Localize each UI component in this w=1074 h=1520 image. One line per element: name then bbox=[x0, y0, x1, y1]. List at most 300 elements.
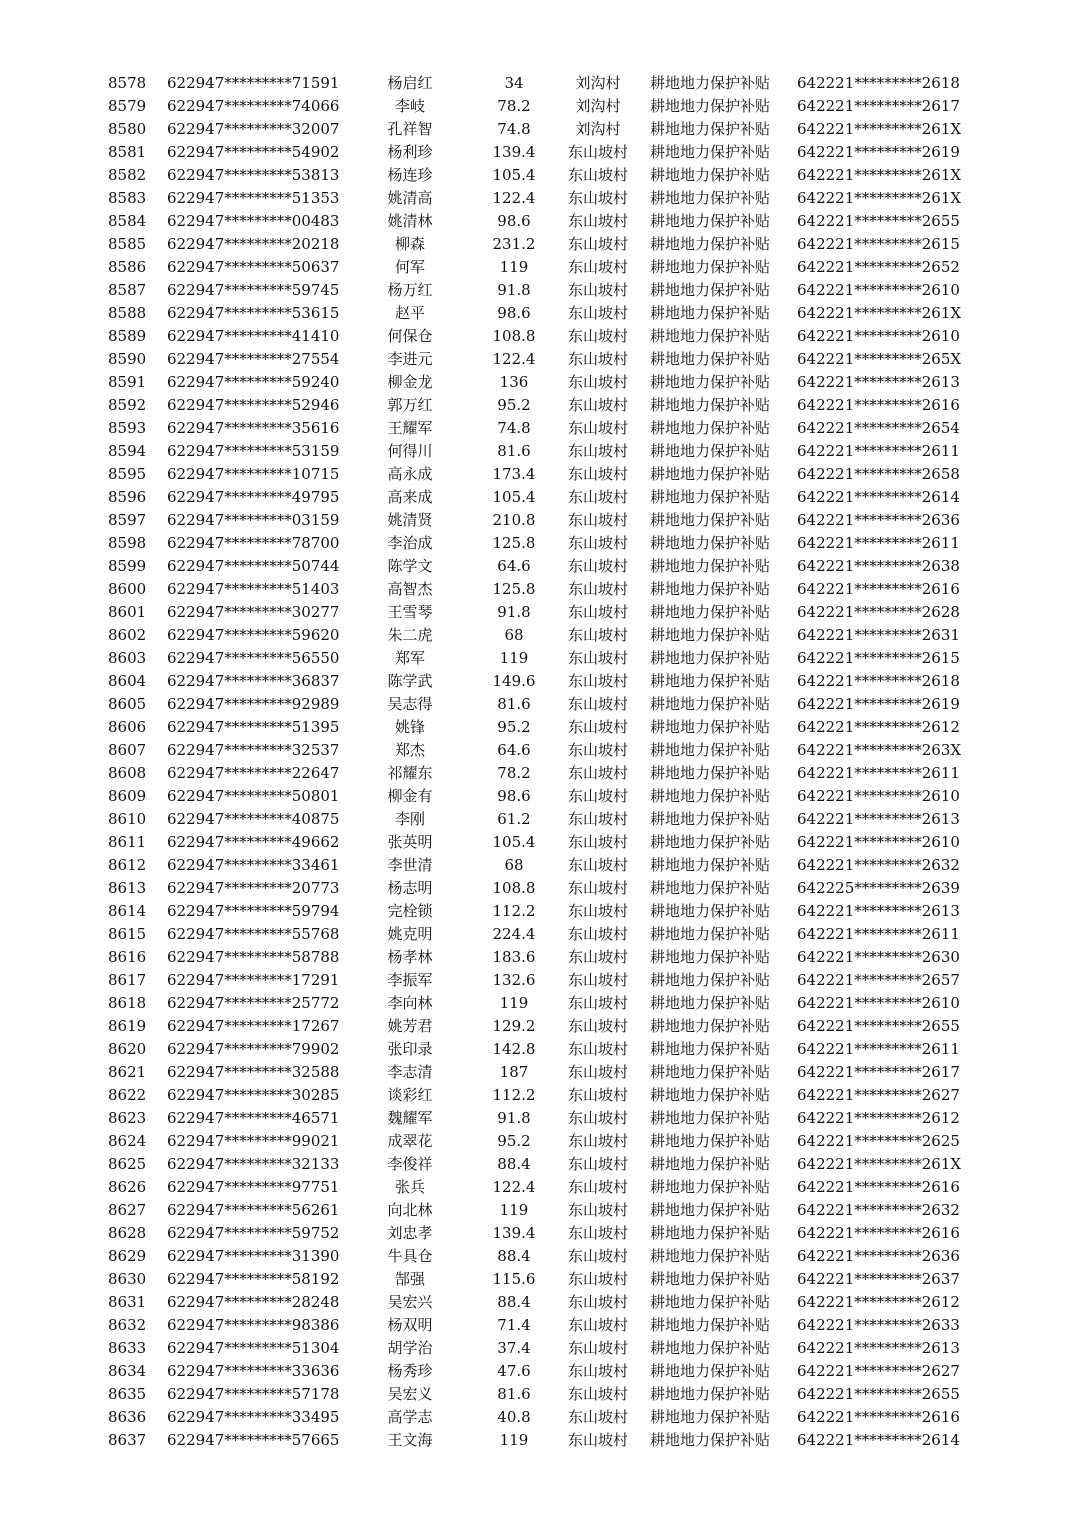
row-number: 8620 bbox=[108, 1040, 147, 1058]
subsidy-type: 耕地地力保护补贴 bbox=[649, 626, 770, 644]
subsidy-amount: 132.6 bbox=[492, 971, 536, 989]
row-number: 8600 bbox=[108, 580, 147, 598]
person-name: 李志清 bbox=[387, 1063, 433, 1081]
person-name: 牛具仓 bbox=[387, 1247, 433, 1265]
subsidy-type: 耕地地力保护补贴 bbox=[649, 373, 770, 391]
id-number: 642221*********2612 bbox=[797, 1109, 960, 1127]
row-number: 8621 bbox=[108, 1063, 147, 1081]
village-name: 东山坡村 bbox=[567, 695, 628, 713]
card-number: 622947*********28248 bbox=[167, 1293, 340, 1311]
village-name: 东山坡村 bbox=[567, 534, 628, 552]
table-row bbox=[0, 256, 1074, 279]
row-number: 8593 bbox=[108, 419, 147, 437]
id-number: 642221*********2613 bbox=[797, 1339, 960, 1357]
person-name: 柳金龙 bbox=[387, 373, 433, 391]
card-number: 622947*********32588 bbox=[167, 1063, 340, 1081]
table-row bbox=[0, 1406, 1074, 1429]
table-row bbox=[0, 762, 1074, 785]
card-number: 622947*********55768 bbox=[167, 925, 340, 943]
person-name: 赵平 bbox=[394, 304, 425, 322]
subsidy-amount: 91.8 bbox=[497, 1109, 531, 1127]
village-name: 东山坡村 bbox=[567, 971, 628, 989]
card-number: 622947*********30277 bbox=[167, 603, 340, 621]
id-number: 642221*********2628 bbox=[797, 603, 960, 621]
id-number: 642221*********2618 bbox=[797, 74, 960, 92]
card-number: 622947*********49795 bbox=[167, 488, 340, 506]
subsidy-type: 耕地地力保护补贴 bbox=[649, 1086, 770, 1104]
id-number: 642221*********2612 bbox=[797, 1293, 960, 1311]
subsidy-amount: 78.2 bbox=[497, 97, 531, 115]
subsidy-amount: 105.4 bbox=[492, 833, 536, 851]
subsidy-type: 耕地地力保护补贴 bbox=[649, 97, 770, 115]
row-number: 8616 bbox=[108, 948, 147, 966]
person-name: 张英明 bbox=[387, 833, 433, 851]
subsidy-type: 耕地地力保护补贴 bbox=[649, 902, 770, 920]
row-number: 8612 bbox=[108, 856, 147, 874]
subsidy-type: 耕地地力保护补贴 bbox=[649, 166, 770, 184]
village-name: 东山坡村 bbox=[567, 741, 628, 759]
person-name: 高永成 bbox=[387, 465, 433, 483]
table-row bbox=[0, 647, 1074, 670]
id-number: 642221*********261X bbox=[797, 1155, 962, 1173]
card-number: 622947*********78700 bbox=[167, 534, 340, 552]
card-number: 622947*********33461 bbox=[167, 856, 340, 874]
person-name: 郑杰 bbox=[394, 741, 425, 759]
id-number: 642221*********2615 bbox=[797, 235, 960, 253]
id-number: 642221*********2619 bbox=[797, 143, 960, 161]
village-name: 东山坡村 bbox=[567, 1132, 628, 1150]
row-number: 8607 bbox=[108, 741, 147, 759]
person-name: 胡学治 bbox=[387, 1339, 433, 1357]
row-number: 8629 bbox=[108, 1247, 147, 1265]
id-number: 642221*********2658 bbox=[797, 465, 960, 483]
card-number: 622947*********53159 bbox=[167, 442, 340, 460]
village-name: 东山坡村 bbox=[567, 1431, 628, 1449]
subsidy-type: 耕地地力保护补贴 bbox=[649, 1201, 770, 1219]
table-row bbox=[0, 969, 1074, 992]
person-name: 李世清 bbox=[387, 856, 433, 874]
person-name: 李刚 bbox=[394, 810, 425, 828]
subsidy-amount: 88.4 bbox=[497, 1247, 531, 1265]
id-number: 642221*********2636 bbox=[797, 511, 960, 529]
subsidy-amount: 91.8 bbox=[497, 281, 531, 299]
row-number: 8611 bbox=[108, 833, 147, 851]
id-number: 642221*********2637 bbox=[797, 1270, 960, 1288]
subsidy-type: 耕地地力保护补贴 bbox=[649, 304, 770, 322]
table-row bbox=[0, 532, 1074, 555]
subsidy-amount: 108.8 bbox=[492, 879, 536, 897]
subsidy-amount: 68 bbox=[504, 856, 524, 874]
subsidy-table bbox=[0, 72, 1074, 1452]
table-row bbox=[0, 440, 1074, 463]
person-name: 吴宏兴 bbox=[387, 1293, 433, 1311]
subsidy-type: 耕地地力保护补贴 bbox=[649, 258, 770, 276]
row-number: 8617 bbox=[108, 971, 147, 989]
person-name: 高学志 bbox=[387, 1408, 433, 1426]
person-name: 杨双明 bbox=[387, 1316, 433, 1334]
village-name: 东山坡村 bbox=[567, 258, 628, 276]
row-number: 8613 bbox=[108, 879, 147, 897]
card-number: 622947*********50637 bbox=[167, 258, 340, 276]
subsidy-amount: 125.8 bbox=[492, 580, 536, 598]
subsidy-type: 耕地地力保护补贴 bbox=[649, 1431, 770, 1449]
row-number: 8589 bbox=[108, 327, 147, 345]
id-number: 642221*********2657 bbox=[797, 971, 960, 989]
row-number: 8609 bbox=[108, 787, 147, 805]
id-number: 642221*********2616 bbox=[797, 580, 960, 598]
village-name: 东山坡村 bbox=[567, 1086, 628, 1104]
subsidy-amount: 125.8 bbox=[492, 534, 536, 552]
subsidy-type: 耕地地力保护补贴 bbox=[649, 511, 770, 529]
subsidy-type: 耕地地力保护补贴 bbox=[649, 143, 770, 161]
village-name: 东山坡村 bbox=[567, 396, 628, 414]
person-name: 姚克明 bbox=[387, 925, 433, 943]
card-number: 622947*********51353 bbox=[167, 189, 340, 207]
village-name: 东山坡村 bbox=[567, 856, 628, 874]
card-number: 622947*********49662 bbox=[167, 833, 340, 851]
row-number: 8591 bbox=[108, 373, 147, 391]
person-name: 王耀军 bbox=[387, 419, 433, 437]
subsidy-amount: 88.4 bbox=[497, 1155, 531, 1173]
id-number: 642221*********2633 bbox=[797, 1316, 960, 1334]
subsidy-type: 耕地地力保护补贴 bbox=[649, 488, 770, 506]
person-name: 杨志明 bbox=[387, 879, 433, 897]
row-number: 8582 bbox=[108, 166, 147, 184]
table-row bbox=[0, 1130, 1074, 1153]
table-row bbox=[0, 992, 1074, 1015]
person-name: 柳森 bbox=[394, 235, 425, 253]
row-number: 8578 bbox=[108, 74, 147, 92]
village-name: 东山坡村 bbox=[567, 1362, 628, 1380]
id-number: 642221*********261X bbox=[797, 304, 962, 322]
table-row bbox=[0, 624, 1074, 647]
subsidy-amount: 71.4 bbox=[497, 1316, 531, 1334]
table-row bbox=[0, 923, 1074, 946]
subsidy-amount: 119 bbox=[499, 1201, 529, 1219]
card-number: 622947*********35616 bbox=[167, 419, 340, 437]
id-number: 642221*********2652 bbox=[797, 258, 960, 276]
card-number: 622947*********98386 bbox=[167, 1316, 340, 1334]
table-row bbox=[0, 164, 1074, 187]
village-name: 东山坡村 bbox=[567, 787, 628, 805]
subsidy-type: 耕地地力保护补贴 bbox=[649, 189, 770, 207]
person-name: 郜强 bbox=[394, 1270, 425, 1288]
subsidy-amount: 142.8 bbox=[492, 1040, 536, 1058]
table-row bbox=[0, 325, 1074, 348]
person-name: 姚清贤 bbox=[387, 511, 433, 529]
subsidy-type: 耕地地力保护补贴 bbox=[649, 994, 770, 1012]
id-number: 642221*********2617 bbox=[797, 97, 960, 115]
person-name: 李振军 bbox=[387, 971, 433, 989]
table-row bbox=[0, 1268, 1074, 1291]
subsidy-type: 耕地地力保护补贴 bbox=[649, 741, 770, 759]
person-name: 吴宏义 bbox=[387, 1385, 433, 1403]
subsidy-amount: 187 bbox=[499, 1063, 529, 1081]
id-number: 642221*********2614 bbox=[797, 488, 960, 506]
village-name: 东山坡村 bbox=[567, 603, 628, 621]
card-number: 622947*********00483 bbox=[167, 212, 340, 230]
subsidy-type: 耕地地力保护补贴 bbox=[649, 718, 770, 736]
table-row bbox=[0, 118, 1074, 141]
row-number: 8625 bbox=[108, 1155, 147, 1173]
card-number: 622947*********54902 bbox=[167, 143, 340, 161]
id-number: 642225*********2639 bbox=[797, 879, 960, 897]
id-number: 642221*********2611 bbox=[797, 764, 960, 782]
row-number: 8627 bbox=[108, 1201, 147, 1219]
subsidy-amount: 136 bbox=[499, 373, 529, 391]
table-row bbox=[0, 187, 1074, 210]
row-number: 8635 bbox=[108, 1385, 147, 1403]
subsidy-amount: 119 bbox=[499, 258, 529, 276]
table-row bbox=[0, 463, 1074, 486]
subsidy-type: 耕地地力保护补贴 bbox=[649, 442, 770, 460]
subsidy-amount: 81.6 bbox=[497, 1385, 531, 1403]
id-number: 642221*********2655 bbox=[797, 1017, 960, 1035]
person-name: 张兵 bbox=[394, 1178, 425, 1196]
card-number: 622947*********20218 bbox=[167, 235, 340, 253]
village-name: 东山坡村 bbox=[567, 948, 628, 966]
table-row bbox=[0, 210, 1074, 233]
card-number: 622947*********50801 bbox=[167, 787, 340, 805]
person-name: 杨利珍 bbox=[387, 143, 433, 161]
subsidy-type: 耕地地力保护补贴 bbox=[649, 580, 770, 598]
row-number: 8603 bbox=[108, 649, 147, 667]
person-name: 祁耀东 bbox=[387, 764, 433, 782]
table-row bbox=[0, 877, 1074, 900]
row-number: 8580 bbox=[108, 120, 147, 138]
table-row bbox=[0, 1038, 1074, 1061]
id-number: 642221*********2636 bbox=[797, 1247, 960, 1265]
subsidy-amount: 122.4 bbox=[492, 189, 536, 207]
table-row bbox=[0, 371, 1074, 394]
village-name: 东山坡村 bbox=[567, 879, 628, 897]
table-row bbox=[0, 739, 1074, 762]
subsidy-type: 耕地地力保护补贴 bbox=[649, 534, 770, 552]
row-number: 8587 bbox=[108, 281, 147, 299]
village-name: 刘沟村 bbox=[575, 120, 621, 138]
subsidy-type: 耕地地力保护补贴 bbox=[649, 465, 770, 483]
row-number: 8605 bbox=[108, 695, 147, 713]
subsidy-type: 耕地地力保护补贴 bbox=[649, 1017, 770, 1035]
person-name: 郑军 bbox=[394, 649, 425, 667]
id-number: 642221*********2610 bbox=[797, 994, 960, 1012]
subsidy-type: 耕地地力保护补贴 bbox=[649, 212, 770, 230]
row-number: 8584 bbox=[108, 212, 147, 230]
table-row bbox=[0, 578, 1074, 601]
village-name: 东山坡村 bbox=[567, 212, 628, 230]
card-number: 622947*********32133 bbox=[167, 1155, 340, 1173]
id-number: 642221*********2618 bbox=[797, 672, 960, 690]
table-row bbox=[0, 509, 1074, 532]
row-number: 8626 bbox=[108, 1178, 147, 1196]
village-name: 东山坡村 bbox=[567, 419, 628, 437]
table-row bbox=[0, 716, 1074, 739]
subsidy-amount: 105.4 bbox=[492, 488, 536, 506]
village-name: 东山坡村 bbox=[567, 557, 628, 575]
person-name: 吴志得 bbox=[387, 695, 433, 713]
id-number: 642221*********2655 bbox=[797, 212, 960, 230]
row-number: 8622 bbox=[108, 1086, 147, 1104]
id-number: 642221*********2613 bbox=[797, 810, 960, 828]
row-number: 8632 bbox=[108, 1316, 147, 1334]
subsidy-amount: 119 bbox=[499, 1431, 529, 1449]
table-row bbox=[0, 1153, 1074, 1176]
subsidy-type: 耕地地力保护补贴 bbox=[649, 1385, 770, 1403]
village-name: 东山坡村 bbox=[567, 1155, 628, 1173]
row-number: 8606 bbox=[108, 718, 147, 736]
village-name: 东山坡村 bbox=[567, 1017, 628, 1035]
table-row bbox=[0, 486, 1074, 509]
table-row bbox=[0, 233, 1074, 256]
subsidy-amount: 139.4 bbox=[492, 143, 536, 161]
village-name: 东山坡村 bbox=[567, 281, 628, 299]
subsidy-amount: 231.2 bbox=[492, 235, 536, 253]
village-name: 东山坡村 bbox=[567, 833, 628, 851]
subsidy-amount: 37.4 bbox=[497, 1339, 531, 1357]
id-number: 642221*********261X bbox=[797, 120, 962, 138]
village-name: 东山坡村 bbox=[567, 304, 628, 322]
row-number: 8585 bbox=[108, 235, 147, 253]
subsidy-type: 耕地地力保护补贴 bbox=[649, 603, 770, 621]
table-row bbox=[0, 785, 1074, 808]
card-number: 622947*********31390 bbox=[167, 1247, 340, 1265]
table-row bbox=[0, 1291, 1074, 1314]
card-number: 622947*********74066 bbox=[167, 97, 340, 115]
id-number: 642221*********2610 bbox=[797, 281, 960, 299]
row-number: 8636 bbox=[108, 1408, 147, 1426]
person-name: 何得川 bbox=[387, 442, 433, 460]
card-number: 622947*********59752 bbox=[167, 1224, 340, 1242]
subsidy-type: 耕地地力保护补贴 bbox=[649, 1339, 770, 1357]
subsidy-type: 耕地地力保护补贴 bbox=[649, 1224, 770, 1242]
subsidy-amount: 112.2 bbox=[492, 902, 536, 920]
id-number: 642221*********2611 bbox=[797, 1040, 960, 1058]
subsidy-type: 耕地地力保护补贴 bbox=[649, 1362, 770, 1380]
table-row bbox=[0, 1383, 1074, 1406]
table-row bbox=[0, 808, 1074, 831]
person-name: 姚芳君 bbox=[387, 1017, 433, 1035]
village-name: 东山坡村 bbox=[567, 373, 628, 391]
table-row bbox=[0, 1314, 1074, 1337]
subsidy-amount: 88.4 bbox=[497, 1293, 531, 1311]
table-row bbox=[0, 1337, 1074, 1360]
card-number: 622947*********99021 bbox=[167, 1132, 340, 1150]
subsidy-type: 耕地地力保护补贴 bbox=[649, 419, 770, 437]
subsidy-type: 耕地地力保护补贴 bbox=[649, 235, 770, 253]
row-number: 8579 bbox=[108, 97, 147, 115]
subsidy-amount: 47.6 bbox=[497, 1362, 531, 1380]
row-number: 8623 bbox=[108, 1109, 147, 1127]
card-number: 622947*********17291 bbox=[167, 971, 340, 989]
card-number: 622947*********40875 bbox=[167, 810, 340, 828]
person-name: 刘忠孝 bbox=[387, 1224, 433, 1242]
card-number: 622947*********97751 bbox=[167, 1178, 340, 1196]
card-number: 622947*********36837 bbox=[167, 672, 340, 690]
table-row bbox=[0, 302, 1074, 325]
village-name: 东山坡村 bbox=[567, 1247, 628, 1265]
id-number: 642221*********265X bbox=[797, 350, 962, 368]
row-number: 8581 bbox=[108, 143, 147, 161]
subsidy-amount: 40.8 bbox=[497, 1408, 531, 1426]
row-number: 8624 bbox=[108, 1132, 147, 1150]
person-name: 李进元 bbox=[387, 350, 433, 368]
subsidy-amount: 81.6 bbox=[497, 442, 531, 460]
village-name: 刘沟村 bbox=[575, 97, 621, 115]
subsidy-amount: 129.2 bbox=[492, 1017, 536, 1035]
table-row bbox=[0, 1061, 1074, 1084]
row-number: 8594 bbox=[108, 442, 147, 460]
row-number: 8586 bbox=[108, 258, 147, 276]
subsidy-type: 耕地地力保护补贴 bbox=[649, 787, 770, 805]
village-name: 东山坡村 bbox=[567, 1385, 628, 1403]
table-row bbox=[0, 555, 1074, 578]
subsidy-amount: 98.6 bbox=[497, 212, 531, 230]
person-name: 张印录 bbox=[387, 1040, 433, 1058]
village-name: 东山坡村 bbox=[567, 1408, 628, 1426]
card-number: 622947*********59240 bbox=[167, 373, 340, 391]
person-name: 高智杰 bbox=[387, 580, 433, 598]
village-name: 东山坡村 bbox=[567, 1201, 628, 1219]
subsidy-type: 耕地地力保护补贴 bbox=[649, 396, 770, 414]
village-name: 东山坡村 bbox=[567, 1316, 628, 1334]
id-number: 642221*********2631 bbox=[797, 626, 960, 644]
row-number: 8608 bbox=[108, 764, 147, 782]
table-row bbox=[0, 95, 1074, 118]
village-name: 刘沟村 bbox=[575, 74, 621, 92]
village-name: 东山坡村 bbox=[567, 994, 628, 1012]
village-name: 东山坡村 bbox=[567, 189, 628, 207]
subsidy-type: 耕地地力保护补贴 bbox=[649, 695, 770, 713]
table-row bbox=[0, 1429, 1074, 1452]
village-name: 东山坡村 bbox=[567, 1224, 628, 1242]
row-number: 8633 bbox=[108, 1339, 147, 1357]
table-row bbox=[0, 394, 1074, 417]
subsidy-type: 耕地地力保护补贴 bbox=[649, 1316, 770, 1334]
table-row bbox=[0, 348, 1074, 371]
village-name: 东山坡村 bbox=[567, 1109, 628, 1127]
subsidy-amount: 139.4 bbox=[492, 1224, 536, 1242]
subsidy-type: 耕地地力保护补贴 bbox=[649, 74, 770, 92]
village-name: 东山坡村 bbox=[567, 810, 628, 828]
table-row bbox=[0, 1245, 1074, 1268]
person-name: 柳金有 bbox=[387, 787, 433, 805]
card-number: 622947*********30285 bbox=[167, 1086, 340, 1104]
village-name: 东山坡村 bbox=[567, 626, 628, 644]
village-name: 东山坡村 bbox=[567, 442, 628, 460]
person-name: 李治成 bbox=[387, 534, 433, 552]
village-name: 东山坡村 bbox=[567, 511, 628, 529]
subsidy-amount: 98.6 bbox=[497, 304, 531, 322]
subsidy-type: 耕地地力保护补贴 bbox=[649, 557, 770, 575]
table-row bbox=[0, 946, 1074, 969]
village-name: 东山坡村 bbox=[567, 672, 628, 690]
row-number: 8610 bbox=[108, 810, 147, 828]
person-name: 魏耀军 bbox=[387, 1109, 433, 1127]
id-number: 642221*********2611 bbox=[797, 442, 960, 460]
subsidy-amount: 112.2 bbox=[492, 1086, 536, 1104]
subsidy-type: 耕地地力保护补贴 bbox=[649, 1155, 770, 1173]
id-number: 642221*********2627 bbox=[797, 1362, 960, 1380]
person-name: 杨连珍 bbox=[387, 166, 433, 184]
row-number: 8637 bbox=[108, 1431, 147, 1449]
table-row bbox=[0, 417, 1074, 440]
subsidy-type: 耕地地力保护补贴 bbox=[649, 649, 770, 667]
row-number: 8618 bbox=[108, 994, 147, 1012]
card-number: 622947*********20773 bbox=[167, 879, 340, 897]
id-number: 642221*********2655 bbox=[797, 1385, 960, 1403]
row-number: 8614 bbox=[108, 902, 147, 920]
person-name: 完栓锁 bbox=[387, 902, 433, 920]
